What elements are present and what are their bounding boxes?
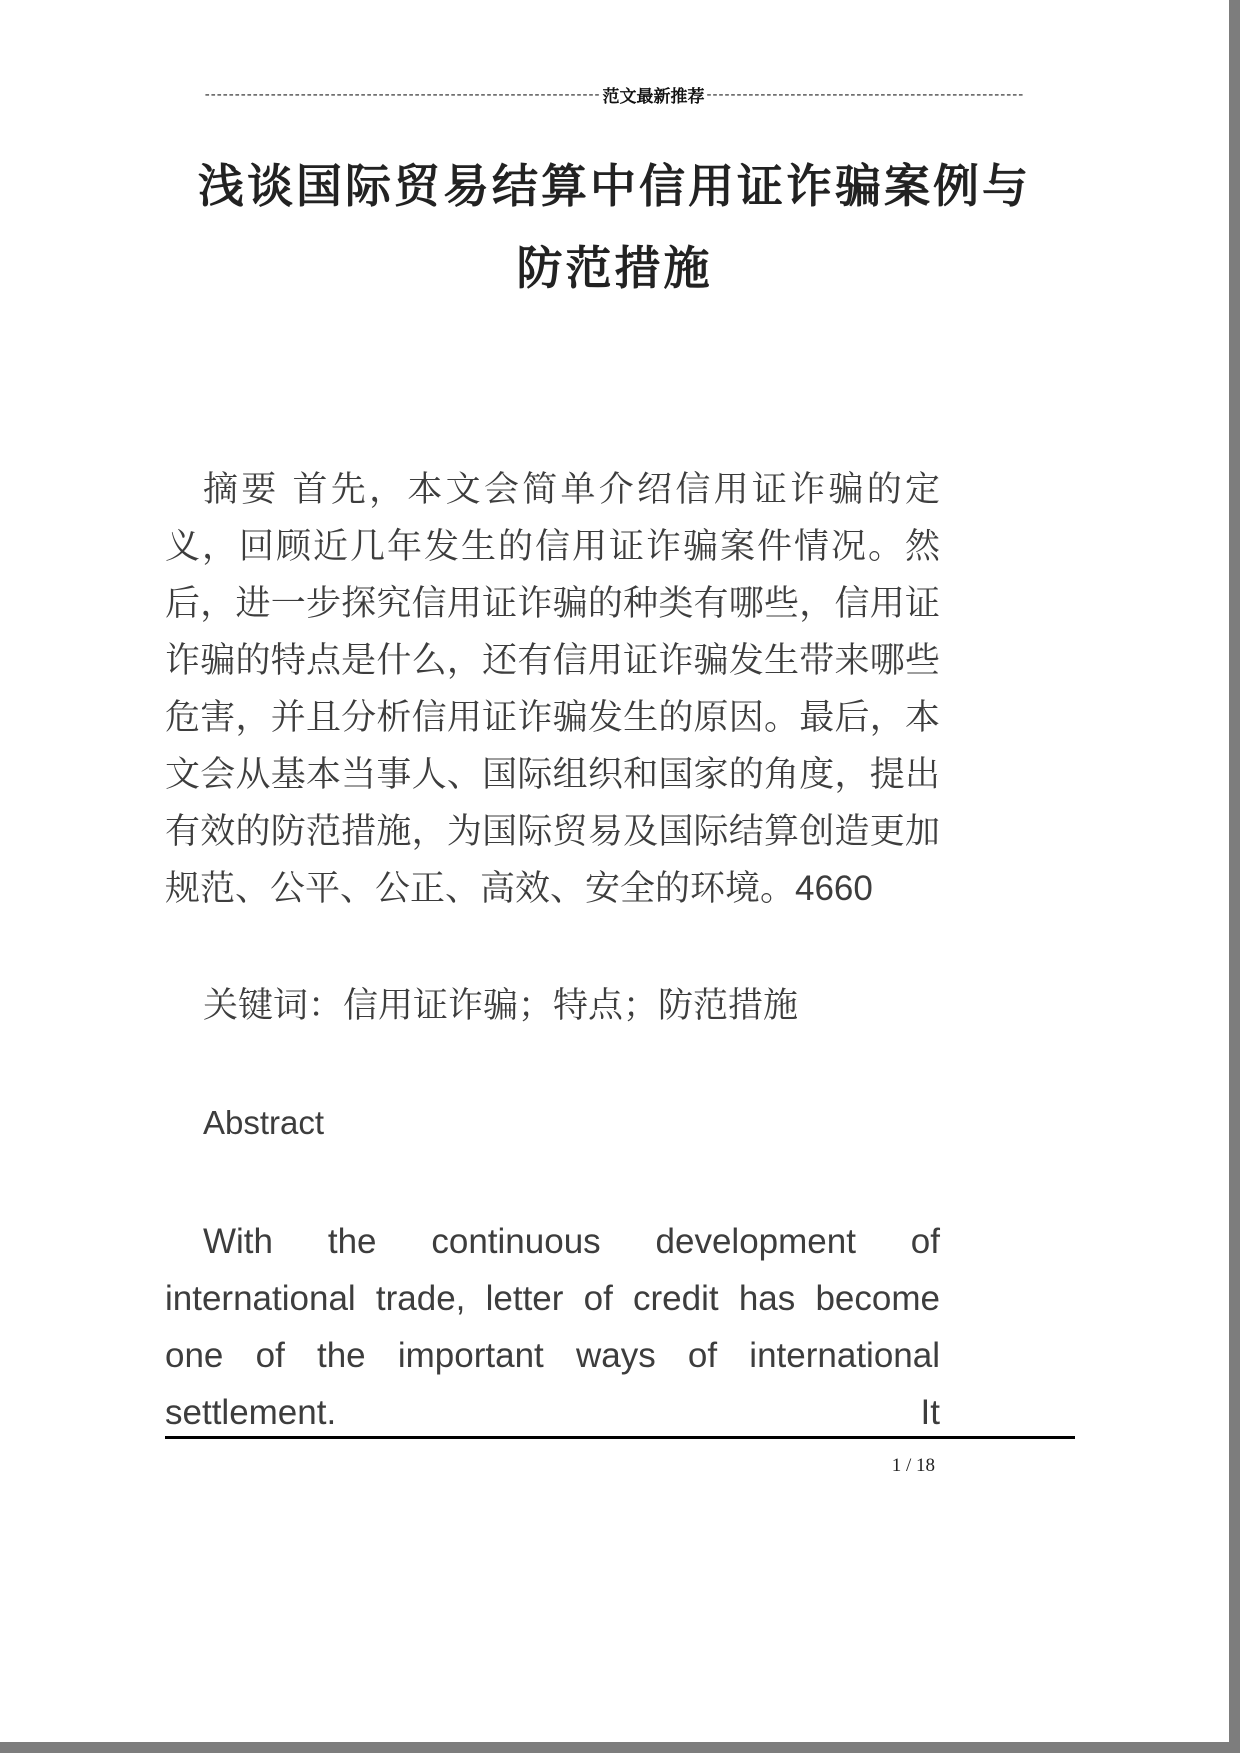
document-title-line1: 浅谈国际贸易结算中信用证诈骗案例与 bbox=[198, 160, 1031, 212]
page-number: 1 / 18 bbox=[891, 1455, 935, 1476]
header-dashes-left: ------------------------------------------------------------------ bbox=[204, 86, 601, 103]
header-label: 范文最新推荐 bbox=[602, 87, 705, 106]
abstract-en-paragraph: With the continuous development of international trade, letter of credit has become one of the important ways of international settlement. It bbox=[165, 1222, 940, 1432]
keywords-line: 关键词：信用证诈骗；特点；防范措施 bbox=[203, 986, 799, 1025]
document-body bbox=[0, 461, 1229, 1441]
footer-rule bbox=[165, 1436, 1075, 1439]
document-title bbox=[60, 145, 1169, 309]
header-divider bbox=[0, 82, 1229, 107]
header-dashes-right: ----------------------------------------------------- bbox=[706, 86, 1025, 103]
document-title-line2: 防范措施 bbox=[516, 242, 713, 294]
abstract-heading: Abstract bbox=[203, 1104, 325, 1141]
abstract-cn-paragraph: 摘要 首先，本文会简单介绍信用证诈骗的定义，回顾近几年发生的信用证诈骗案件情况。然后，进一步探究信用证诈骗的种类有哪些，信用证诈骗的特点是什么，还有信用证诈骗发生带来哪些危害，并且分析信用证诈骗发生的原因。最后，本文会从基本当事人、国际组织和国家的角度，提出有效的防范措施，为国际贸易及国际结算创造更加规范、公平、公正、高效、安全的环境。4660 bbox=[165, 470, 940, 908]
